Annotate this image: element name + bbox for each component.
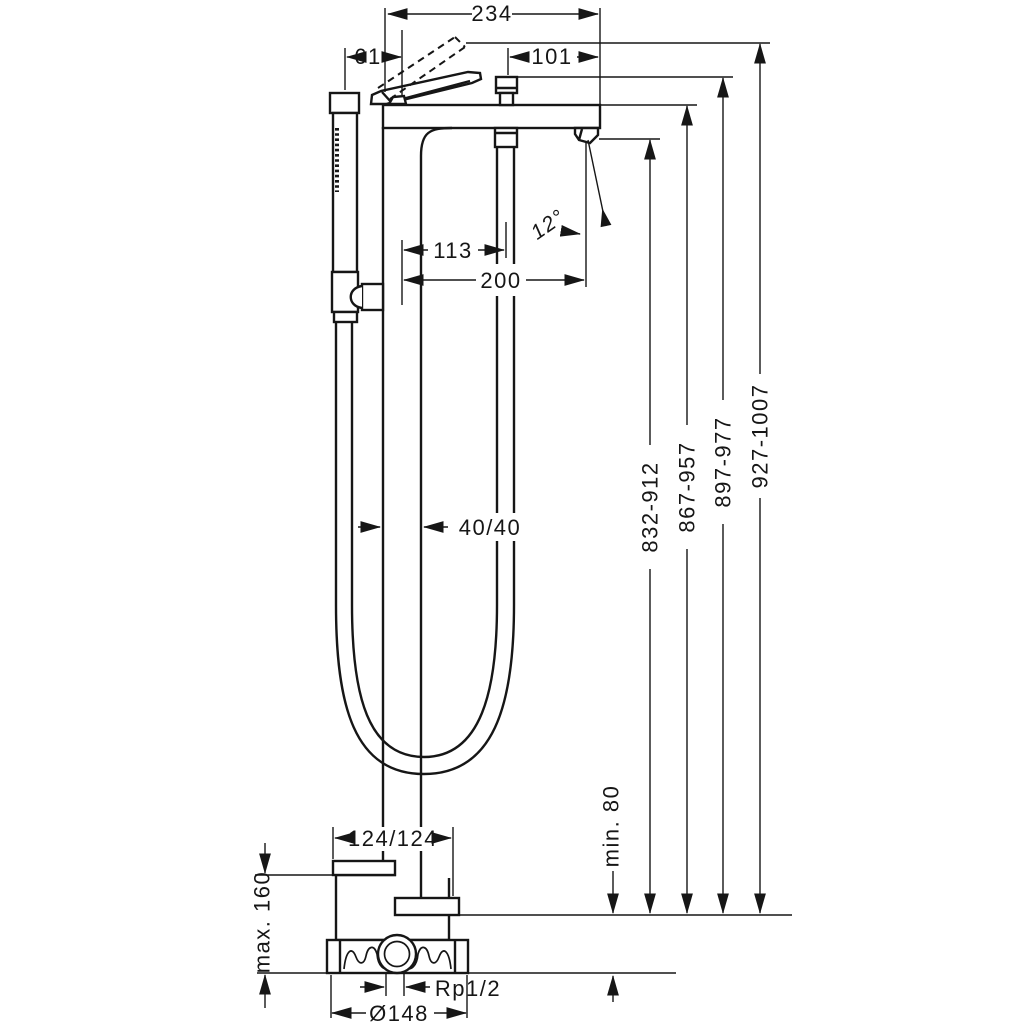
dim-max-depth: max. 160	[249, 870, 275, 974]
dim-column-profile: 40/40	[458, 515, 522, 540]
hose-connector	[495, 128, 517, 147]
dim-total-width: 234	[471, 1, 513, 26]
dim-handle-height-range: 927-1007	[747, 383, 773, 489]
spout-outlet	[575, 128, 598, 143]
escutcheon-lower-plate	[395, 898, 459, 915]
hand-shower-cap	[330, 93, 359, 113]
dim-diverter-height-range: 897-977	[710, 416, 736, 508]
dim-diverter-to-spout: 101	[531, 44, 573, 69]
mixer-body	[383, 105, 600, 156]
dim-escutcheon-size: 124/124	[347, 826, 439, 851]
dim-center-to-spout: 200	[480, 268, 522, 293]
lever-handle	[371, 72, 481, 104]
angle-leader	[562, 231, 580, 234]
angle-arrow	[601, 208, 612, 227]
dim-min-depth: min. 80	[598, 784, 624, 868]
dim-connection-thread: Rp1/2	[434, 976, 502, 1001]
escutcheon-upper-plate	[333, 861, 395, 875]
diverter-knob	[496, 77, 517, 105]
hand-shower	[330, 93, 383, 322]
dim-base-diameter: Ø148	[369, 1001, 429, 1024]
holder-arm	[362, 284, 383, 310]
dim-spout-angle: 12°	[526, 204, 570, 245]
hand-shower-body	[333, 113, 357, 272]
body-inner-corner	[421, 128, 452, 156]
dim-spout-height-range: 832-912	[637, 461, 663, 553]
dim-hand-shower-offset: 61	[354, 44, 382, 69]
dim-body-height-range: 867-957	[674, 441, 700, 533]
concealed-installation-body	[327, 935, 468, 973]
hose-nut	[334, 312, 357, 322]
dimension-labels	[250, 1, 773, 1024]
shower-hose	[336, 147, 514, 774]
dim-center-to-hose: 113	[433, 238, 473, 263]
